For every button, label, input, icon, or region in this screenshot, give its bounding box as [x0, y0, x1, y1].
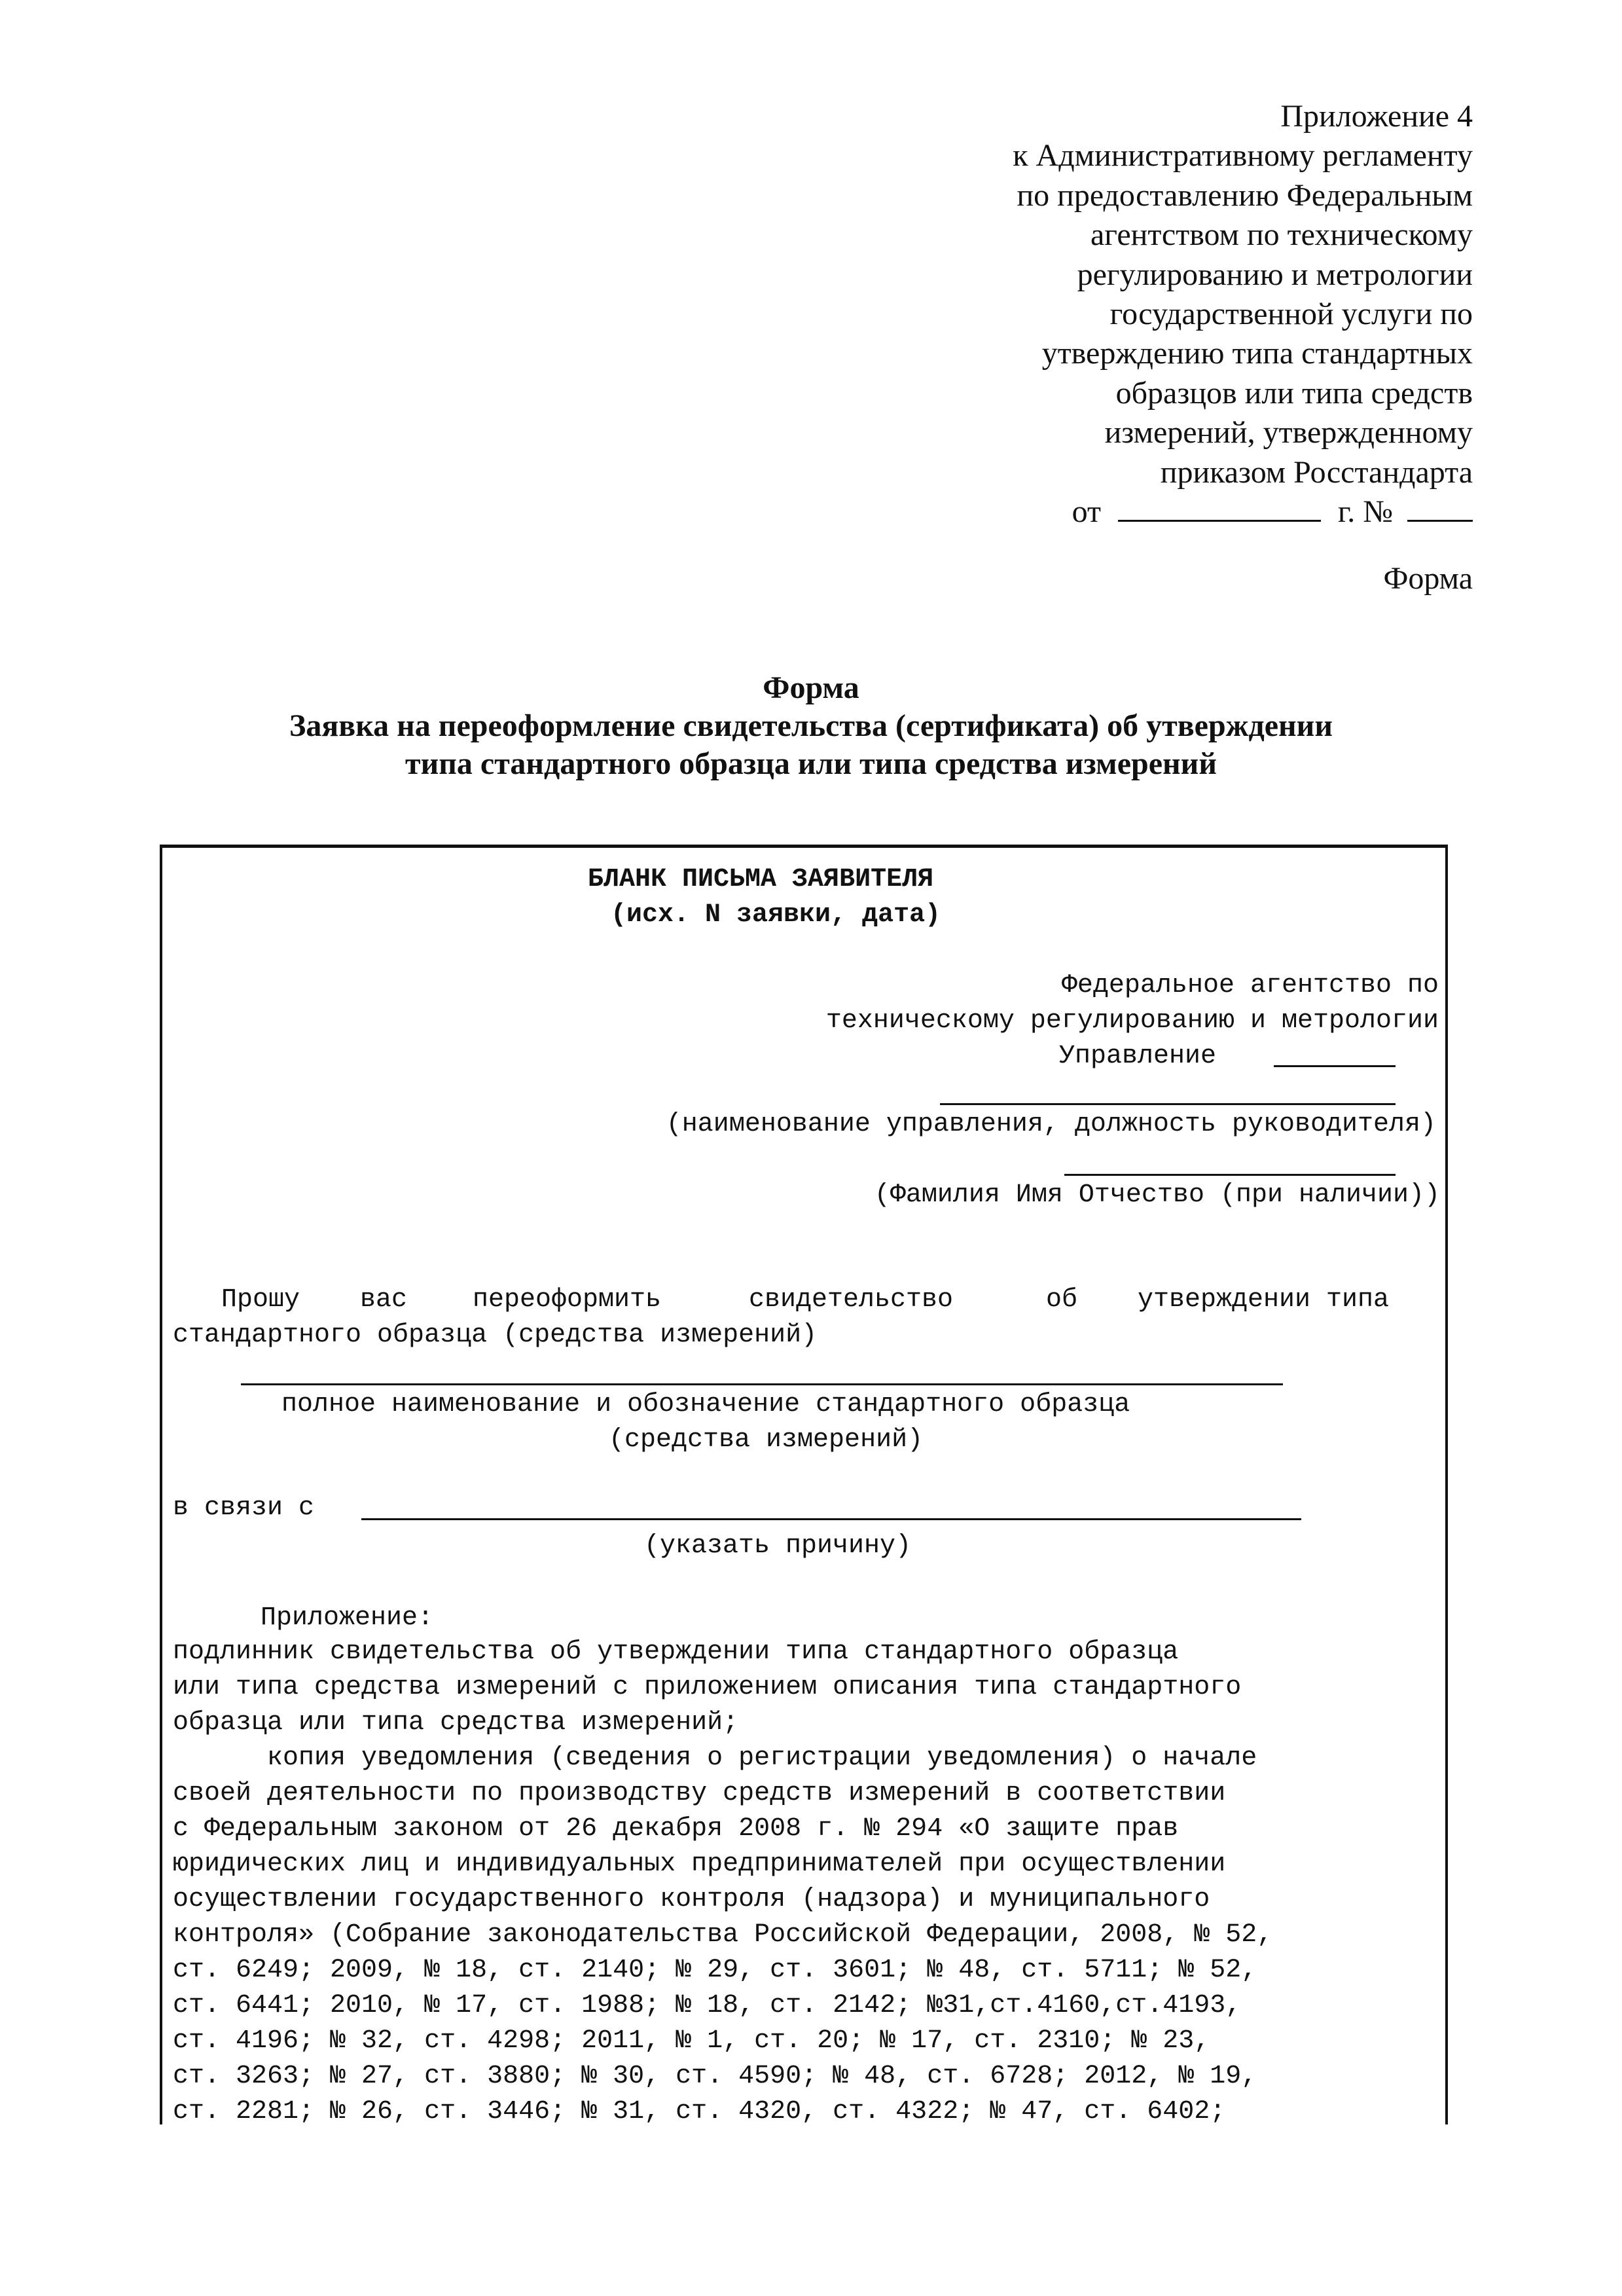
addressee-line: техническому регулированию и метрологии — [825, 1006, 1439, 1036]
request-word: вас — [360, 1285, 408, 1315]
date-prefix: от — [1072, 494, 1101, 530]
appendix-header — [884, 97, 1473, 532]
body-line: ст. 3263; № 27, ст. 3880; № 30, ст. 4590; № 48, ст. 6728; 2012, № 19, — [173, 2062, 1257, 2091]
title-line: типа стандартного образца или типа средства измерений — [405, 746, 1217, 781]
blank-subtitle: (исх. N заявки, дата) — [611, 900, 941, 930]
body-line: с Федеральным законом от 26 декабря 2008 г. № 294 «О защите прав — [173, 1814, 1179, 1844]
request-word: утверждении типа — [1138, 1285, 1390, 1315]
header-line: Приложение 4 — [1280, 99, 1473, 134]
fio-blank — [1064, 1174, 1396, 1176]
instrument-name-blank — [241, 1383, 1283, 1385]
body-line: ст. 6441; 2010, № 17, ст. 1988; № 18, ст. 2142; №31,ст.4160,ст.4193, — [173, 1991, 1242, 2020]
header-line: государственной услуги по — [1109, 297, 1473, 332]
body-line: образца или типа средства измерений; — [173, 1708, 739, 1738]
body-line: ст. 2281; № 26, ст. 3446; № 31, ст. 4320, ст. 4322; № 47, ст. 6402; — [173, 2097, 1226, 2126]
header-line: к Административному регламенту — [1013, 138, 1473, 173]
department-blank — [1274, 1065, 1396, 1067]
form-label: Форма — [1383, 561, 1473, 596]
header-line: регулированию и метрологии — [1077, 257, 1473, 292]
attachment-label: Приложение: — [261, 1603, 434, 1633]
hint-department: (наименование управления, должность руководителя) — [666, 1110, 1436, 1139]
title-line: Заявка на переоформление свидетельства (сертификата) об утверждении — [289, 708, 1333, 743]
document-title — [0, 669, 1622, 783]
number-blank — [1407, 494, 1473, 522]
body-line: юридических лиц и индивидуальных предпринимателей при осуществлении — [173, 1850, 1226, 1879]
title-line: Форма — [763, 670, 859, 705]
department-name-blank — [940, 1103, 1396, 1105]
hint-instrument-name: полное наименование и обозначение стандартного образца — [281, 1390, 1130, 1419]
hint-reason: (указать причину) — [644, 1531, 912, 1561]
header-line: образцов или типа средств — [1115, 375, 1473, 410]
letter-frame — [160, 845, 1448, 2124]
header-line: измерений, утвержденному — [1104, 415, 1473, 450]
header-line: приказом Росстандарта — [1160, 454, 1473, 490]
header-line: утверждению типа стандартных — [1041, 336, 1473, 371]
date-number-label: г. № — [1337, 494, 1393, 530]
hint-instrument-name: (средства измерений) — [609, 1425, 924, 1455]
request-word: Прошу — [221, 1285, 300, 1315]
body-line: подлинник свидетельства об утверждении типа стандартного образца — [173, 1637, 1179, 1667]
request-word: свидетельство — [749, 1285, 954, 1315]
header-line: агентством по техническому — [1090, 217, 1473, 253]
reason-prefix: в связи с — [173, 1493, 315, 1523]
blank-title: БЛАНК ПИСЬМА ЗАЯВИТЕЛЯ — [588, 865, 934, 894]
addressee-department: Управление — [1059, 1042, 1217, 1071]
body-line: осуществлении государственного контроля (надзора) и муниципального — [173, 1885, 1210, 1914]
request-line: стандартного образца (средства измерений) — [173, 1321, 818, 1350]
body-line: своей деятельности по производству средств измерений в соответствии — [173, 1779, 1226, 1808]
header-date-line — [884, 492, 1473, 532]
request-word: об — [1046, 1285, 1078, 1315]
date-blank — [1118, 494, 1321, 522]
header-line: по предоставлению Федеральным — [1017, 177, 1473, 213]
request-word: переоформить — [473, 1285, 662, 1315]
reason-blank — [361, 1518, 1301, 1520]
body-line: контроля» (Собрание законодательства Российской Федерации, 2008, № 52, — [173, 1920, 1273, 1950]
body-line: ст. 4196; № 32, ст. 4298; 2011, № 1, ст. 20; № 17, ст. 2310; № 23, — [173, 2026, 1210, 2056]
body-line: копия уведомления (сведения о регистрации уведомления) о начале — [173, 1743, 1257, 1773]
hint-fio: (Фамилия Имя Отчество (при наличии)) — [874, 1180, 1440, 1210]
body-line: ст. 6249; 2009, № 18, ст. 2140; № 29, ст. 3601; № 48, ст. 5711; № 52, — [173, 1956, 1257, 1985]
addressee-line: Федеральное агентство по — [1061, 971, 1439, 1000]
body-line: или типа средства измерений с приложением описания типа стандартного — [173, 1673, 1242, 1702]
